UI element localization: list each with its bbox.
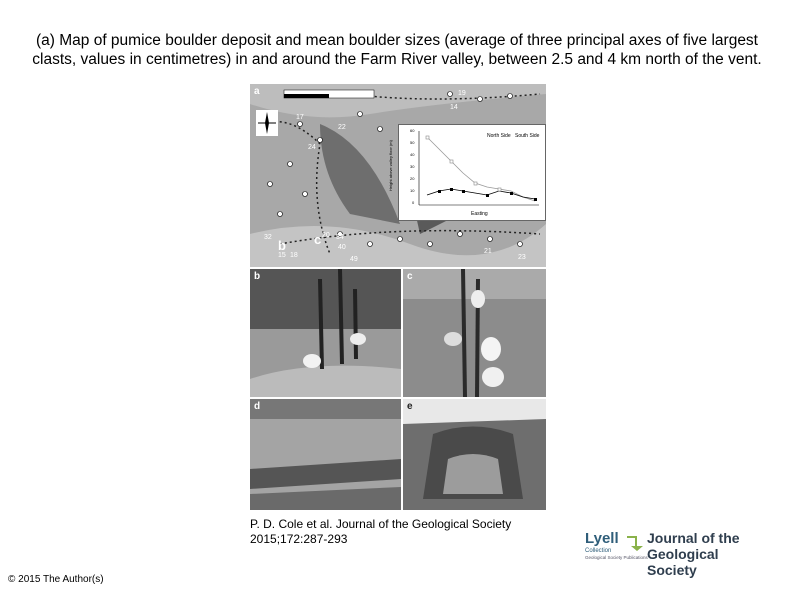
logo-lyell-text: Lyell bbox=[585, 530, 619, 547]
boulder-value: 22 bbox=[338, 124, 346, 131]
inset-ytick: 50 bbox=[410, 140, 415, 145]
photo-d-drawing bbox=[250, 399, 401, 510]
logo-collection-sub-text: Geological Society Publications bbox=[585, 555, 648, 560]
figure-composite bbox=[250, 84, 546, 510]
photo-e-drawing bbox=[403, 399, 546, 510]
inset-xlabel: Easting bbox=[471, 211, 488, 217]
citation-line2: 2015;172:287-293 bbox=[250, 532, 348, 546]
panel-c-label: c bbox=[407, 271, 413, 282]
panel-a-label: a bbox=[254, 86, 260, 97]
photo-c-drawing bbox=[403, 269, 546, 397]
logo-journal-name bbox=[647, 530, 751, 578]
boulder-value: 21 bbox=[484, 248, 492, 255]
panel-c-photo bbox=[403, 269, 546, 397]
panel-b-photo bbox=[250, 269, 401, 397]
boulder-value: 40 bbox=[338, 244, 346, 251]
journal-logo bbox=[585, 528, 751, 578]
panel-e-photo bbox=[403, 399, 546, 510]
logo-collection-text: Collection bbox=[585, 548, 612, 554]
inset-ylabel: Height above valley floor (m) bbox=[387, 140, 393, 191]
inset-legend-north: North Side bbox=[487, 133, 511, 139]
inset-ytick: 30 bbox=[410, 164, 415, 169]
boulder-value: 32 bbox=[264, 234, 272, 241]
boulder-value: 49 bbox=[350, 256, 358, 263]
inset-chart-svg bbox=[399, 125, 545, 220]
inset-ytick: 10 bbox=[410, 188, 415, 193]
inset-ytick: 40 bbox=[410, 152, 415, 157]
boulder-value: 17 bbox=[296, 114, 304, 121]
panel-d-label: d bbox=[254, 401, 261, 412]
logo-arrow-icon bbox=[625, 534, 645, 552]
inset-chart bbox=[387, 124, 546, 221]
inset-ytick: 60 bbox=[410, 128, 415, 133]
boulder-value: 34 bbox=[336, 234, 344, 241]
boulder-value: 24 bbox=[308, 144, 316, 151]
panel-a-sublabel-b: b bbox=[278, 238, 286, 253]
inset-ytick: 0 bbox=[412, 200, 415, 205]
citation-line1: P. D. Cole et al. Journal of the Geological Society bbox=[250, 517, 512, 531]
panel-a-sublabel-c: c bbox=[314, 232, 322, 247]
panel-e-label: e bbox=[407, 401, 413, 412]
copyright-notice: © 2015 The Author(s) bbox=[8, 574, 104, 585]
inset-legend-south: South Side bbox=[515, 133, 540, 139]
boulder-value: 15 bbox=[278, 252, 286, 259]
inset-ytick: 20 bbox=[410, 176, 415, 181]
logo-journal-line2: Geological Society bbox=[647, 546, 719, 578]
logo-journal-line1: Journal of the bbox=[647, 530, 740, 546]
panel-d-photo bbox=[250, 399, 401, 510]
panel-a-map bbox=[250, 84, 546, 267]
citation bbox=[250, 517, 511, 547]
boulder-value: 18 bbox=[290, 252, 298, 259]
boulder-value: 14 bbox=[450, 104, 458, 111]
boulder-value: 19 bbox=[458, 90, 466, 97]
figure-caption: (a) Map of pumice boulder deposit and mean boulder sizes (average of three principal axes of five largest clasts, values in centimetres) in and around the Farm River valley, between 2.5 and 4 km north of the vent. bbox=[32, 32, 762, 68]
panel-b-label: b bbox=[254, 271, 261, 282]
photo-b-drawing bbox=[250, 269, 401, 397]
boulder-value: 23 bbox=[518, 254, 526, 261]
boulder-value: 20 bbox=[322, 232, 330, 239]
